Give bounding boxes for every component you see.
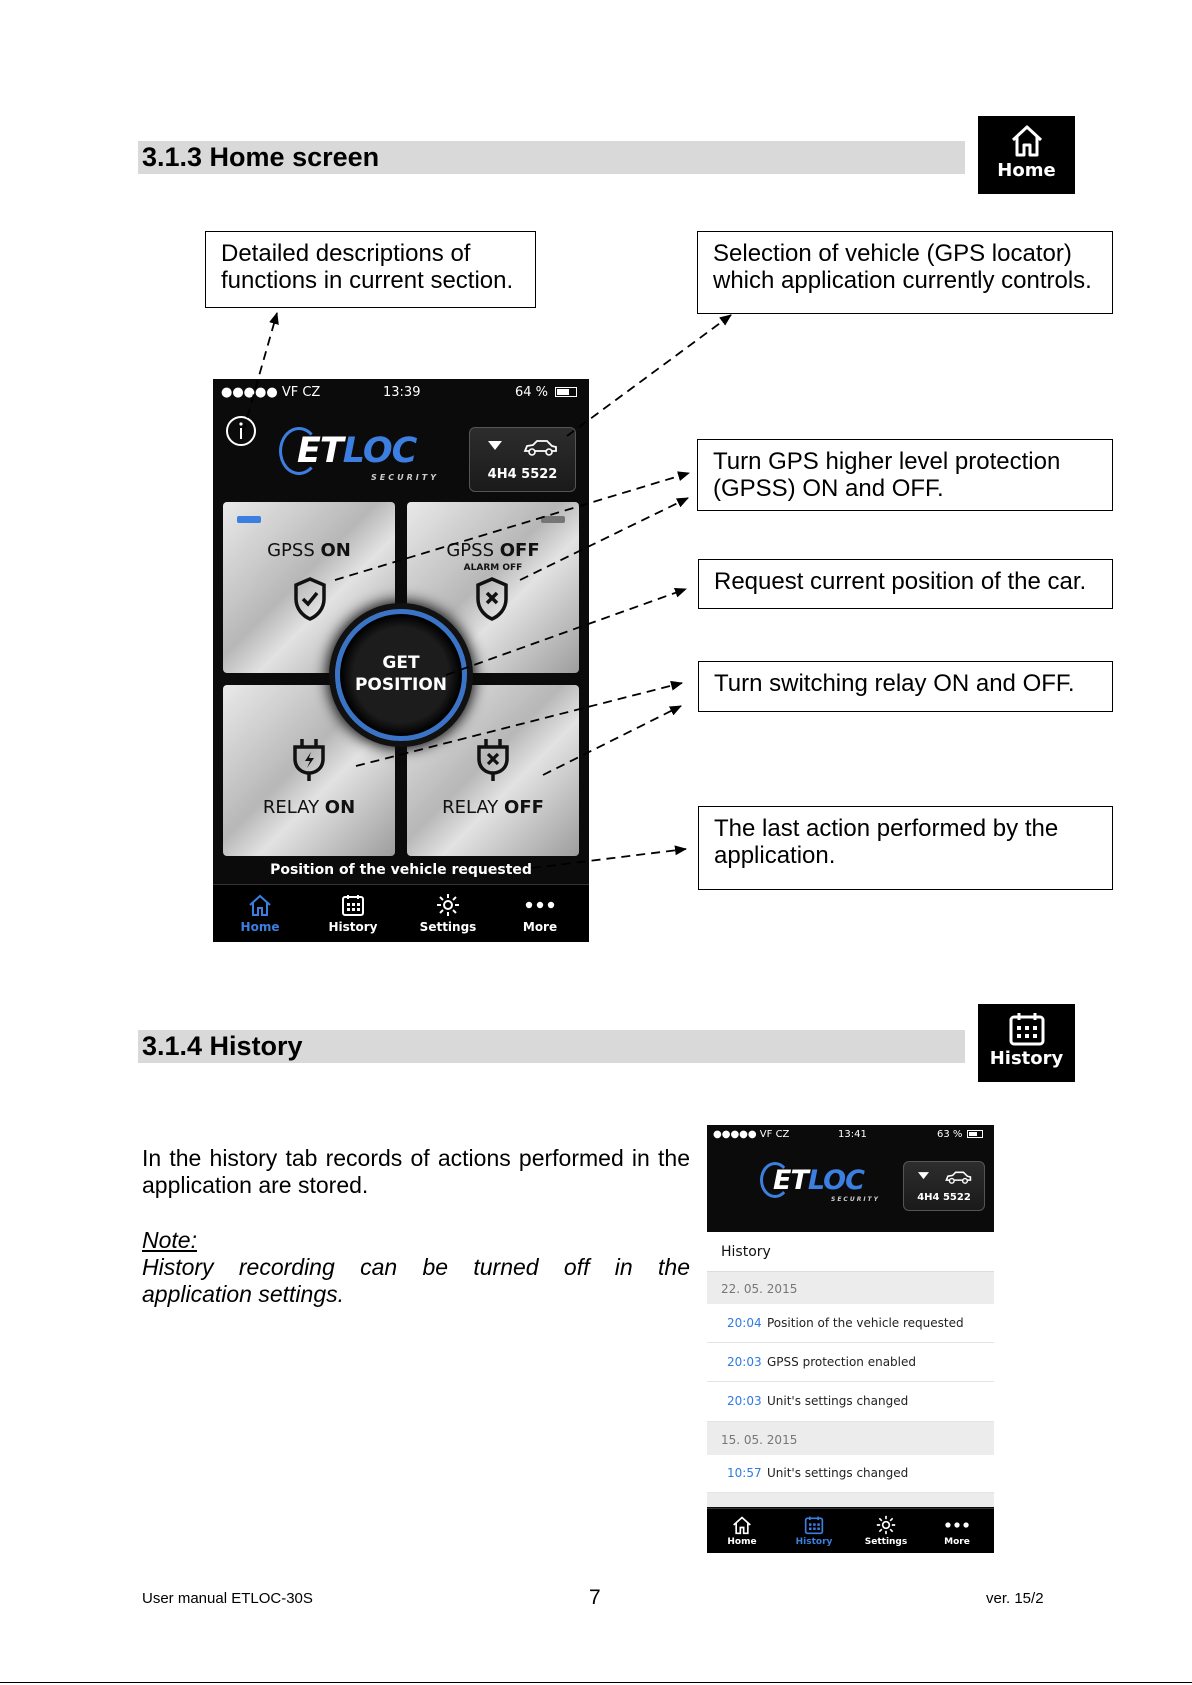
entry-time: 10:57 bbox=[727, 1466, 762, 1480]
logo-sub: SECURITY bbox=[831, 1196, 880, 1203]
history-header-label: History bbox=[721, 1244, 771, 1260]
logo-loc: LOC bbox=[807, 1165, 864, 1196]
page-number: 7 bbox=[589, 1586, 601, 1609]
history-entry[interactable] bbox=[707, 1382, 994, 1422]
entry-text: GPSS protection enabled bbox=[767, 1355, 916, 1369]
history-tab-badge bbox=[978, 1004, 1075, 1082]
note-text-line1: History recording can be turned off in the bbox=[142, 1254, 690, 1280]
gpss-on-label: GPSS ON bbox=[267, 540, 351, 561]
logo-ring bbox=[760, 1162, 790, 1198]
section-title-history: 3.1.4 History bbox=[142, 1031, 303, 1061]
entry-text: Unit's settings changed bbox=[767, 1466, 909, 1480]
get-position-line1: GET bbox=[382, 653, 420, 673]
history-list bbox=[707, 1232, 994, 1507]
callout-gpss: Turn GPS higher level protection (GPSS) ON and OFF. bbox=[697, 439, 1113, 511]
more-dots-icon bbox=[943, 1515, 971, 1535]
tab-history-label: History bbox=[795, 1537, 833, 1547]
battery-text: 64 % bbox=[515, 385, 549, 400]
get-position-line2: POSITION bbox=[354, 675, 448, 695]
last-action-text: Position of the vehicle requested bbox=[270, 862, 532, 878]
vehicle-plate: 4H4 5522 bbox=[487, 467, 558, 482]
history-entry[interactable] bbox=[707, 1455, 994, 1493]
callout-vehicle-selection: Selection of vehicle (GPS locator) which application currently controls. bbox=[697, 231, 1113, 314]
date-group-header bbox=[707, 1493, 994, 1507]
tab-home-label: Home bbox=[727, 1537, 757, 1547]
vehicle-plate: 4H4 5522 bbox=[917, 1192, 971, 1203]
tab-settings-label: Settings bbox=[419, 920, 477, 934]
home-icon bbox=[732, 1515, 752, 1535]
car-icon bbox=[944, 1170, 972, 1184]
tab-more-label: More bbox=[944, 1537, 970, 1547]
calendar-icon bbox=[804, 1515, 824, 1535]
relay-on-label: RELAY ON bbox=[262, 797, 356, 818]
callout-last-action: The last action performed by the application. bbox=[698, 806, 1113, 890]
gear-icon bbox=[876, 1515, 896, 1535]
history-entry[interactable] bbox=[707, 1304, 994, 1343]
logo-loc: LOC bbox=[342, 431, 417, 471]
callout-info: Detailed descriptions of functions in current section. bbox=[205, 231, 536, 308]
tab-more[interactable] bbox=[929, 1515, 985, 1547]
etloc-logo bbox=[763, 1165, 880, 1203]
logo-et: ET bbox=[773, 1165, 808, 1196]
carrier-text: ●●●●● VF CZ bbox=[713, 1129, 790, 1140]
entry-time: 20:03 bbox=[727, 1394, 762, 1408]
tab-settings-label: Settings bbox=[864, 1537, 908, 1547]
history-badge-label: History bbox=[989, 1048, 1064, 1069]
tab-home[interactable] bbox=[715, 1515, 769, 1547]
dropdown-arrow-icon bbox=[918, 1172, 929, 1180]
tab-history-label: History bbox=[328, 920, 378, 934]
date-group-header bbox=[707, 1272, 994, 1304]
tab-bar bbox=[707, 1508, 994, 1553]
date-label: 15. 05. 2015 bbox=[721, 1433, 798, 1447]
entry-time: 20:04 bbox=[727, 1316, 762, 1330]
logo-sub: SECURITY bbox=[371, 473, 439, 482]
clock-text: 13:39 bbox=[383, 385, 421, 400]
history-header bbox=[707, 1232, 994, 1272]
footer-version: ver. 15/2 bbox=[986, 1590, 1044, 1607]
relay-off-label: RELAY OFF bbox=[442, 797, 544, 818]
logo-et: ET bbox=[297, 431, 343, 471]
tab-settings[interactable] bbox=[857, 1515, 915, 1547]
callout-relay: Turn switching relay ON and OFF. bbox=[698, 661, 1113, 712]
alarm-off-label: ALARM OFF bbox=[463, 563, 523, 573]
bottom-rule bbox=[0, 1682, 1192, 1683]
calendar-icon bbox=[1008, 1011, 1046, 1047]
gpss-off-label: GPSS OFF bbox=[446, 540, 540, 561]
battery-icon bbox=[967, 1130, 983, 1138]
history-intro-text: In the history tab records of actions performed in the application are stored. bbox=[142, 1145, 690, 1198]
tab-history[interactable] bbox=[786, 1515, 842, 1547]
note-label: Note: bbox=[142, 1227, 197, 1253]
entry-text: Position of the vehicle requested bbox=[767, 1316, 964, 1330]
battery-text: 63 % bbox=[937, 1129, 963, 1140]
callout-get-position: Request current position of the car. bbox=[698, 559, 1113, 609]
history-phone-screenshot bbox=[707, 1125, 994, 1553]
carrier-text: ●●●●● VF CZ bbox=[221, 385, 321, 400]
date-label: 22. 05. 2015 bbox=[721, 1282, 798, 1296]
history-entry[interactable] bbox=[707, 1343, 994, 1382]
status-bar bbox=[707, 1125, 994, 1151]
vehicle-selector[interactable] bbox=[903, 1161, 985, 1211]
tab-more-label: More bbox=[522, 920, 558, 934]
clock-text: 13:41 bbox=[838, 1129, 867, 1140]
date-group-header bbox=[707, 1422, 994, 1455]
note-text-line2: application settings. bbox=[142, 1281, 345, 1307]
home-badge-label: Home bbox=[997, 160, 1056, 181]
footer-manual-title: User manual ETLOC-30S bbox=[142, 1590, 313, 1607]
entry-text: Unit's settings changed bbox=[767, 1394, 909, 1408]
entry-time: 20:03 bbox=[727, 1355, 762, 1369]
section-title-home: 3.1.3 Home screen bbox=[142, 142, 380, 172]
tab-home-label: Home bbox=[240, 920, 280, 934]
